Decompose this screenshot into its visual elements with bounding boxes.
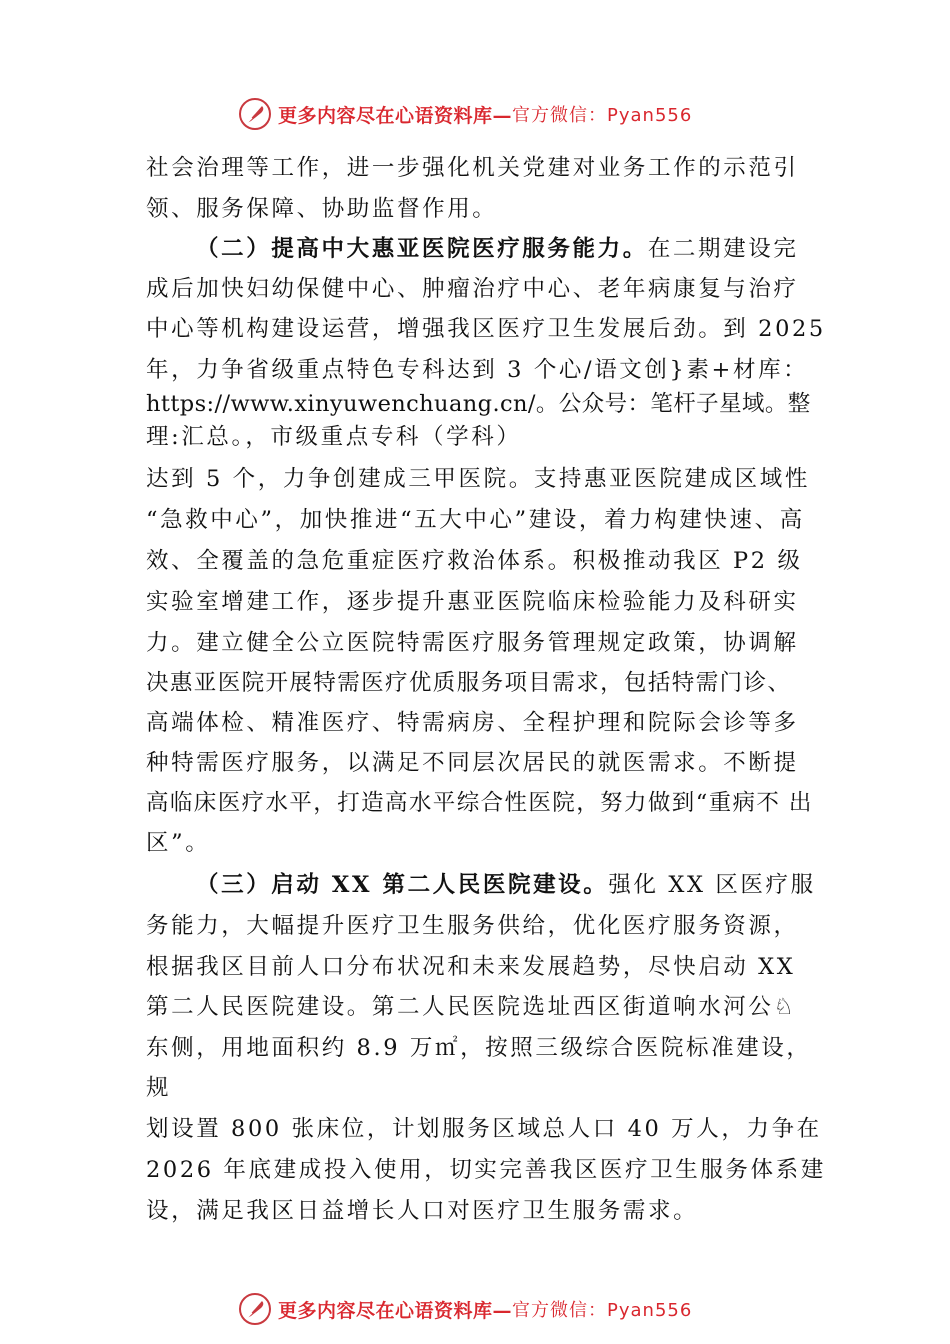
body-line: 划设置 800 张床位，计划服务区域总人口 40 万人，力争在	[146, 1116, 822, 1142]
body-line: 实验室增建工作，逐步提升惠亚医院临床检验能力及科研实	[146, 589, 799, 615]
body-line: https://www.xinyuwenchuang.cn/。公众号：笔杆子星域。整	[146, 391, 811, 417]
body-text: 强化 XX 区医疗服	[608, 872, 816, 898]
body-line: 社会治理等工作，进一步强化机关党建对业务工作的示范引	[146, 155, 799, 181]
section-heading: （二）提高中大惠亚医院医疗服务能力。	[196, 236, 648, 262]
body-line: 东侧，用地面积约 8.9 万㎡，按照三级综合医院标准建设，	[146, 1035, 812, 1061]
body-line: 根据我区目前人口分布状况和未来发展趋势，尽快启动 XX	[146, 954, 796, 980]
body-line: 区”。	[146, 830, 211, 856]
section-line	[196, 868, 816, 902]
quill-logo-icon	[238, 1292, 272, 1326]
body-line: 设，满足我区日益增长人口对医疗卫生服务需求。	[146, 1198, 699, 1224]
banner-main-text: 更多内容尽在心语资料库—	[278, 1299, 513, 1322]
banner-wechat-text: 官方微信：Pyan556	[512, 1300, 693, 1321]
body-line: 第二人民医院建设。第二人民医院选址西区街道响水河公♘	[146, 994, 797, 1020]
body-line: 领、服务保障、协助监督作用。	[146, 196, 498, 222]
section-heading: （三）启动 XX 第二人民医院建设。	[196, 872, 609, 898]
body-line: 成后加快妇幼保健中心、肿瘤治疗中心、老年病康复与治疗	[146, 276, 799, 302]
body-line: 理:汇总。，市级重点专科（学科）	[146, 424, 522, 450]
body-line: 规	[146, 1075, 172, 1101]
body-line: 高临床医疗水平，打造高水平综合性医院，努力做到“重病不 出	[146, 790, 813, 816]
body-line: 决惠亚医院开展特需医疗优质服务项目需求，包括特需门诊、	[146, 670, 792, 696]
body-line: “急救中心”，加快推进“五大中心”建设，着力构建快速、高	[146, 507, 805, 533]
banner-main-text: 更多内容尽在心语资料库—	[278, 104, 513, 127]
header-banner	[238, 96, 758, 132]
section-line	[196, 232, 798, 266]
body-line: 力。建立健全公立医院特需医疗服务管理规定政策，协调解	[146, 630, 799, 656]
body-line: 种特需医疗服务，以满足不同层次居民的就医需求。不断提	[146, 750, 799, 776]
banner-wechat-text: 官方微信：Pyan556	[512, 105, 693, 126]
body-line: 高端体检、精准医疗、特需病房、全程护理和院际会诊等多	[146, 710, 799, 736]
body-line: 2026 年底建成投入使用，切实完善我区医疗卫生服务体系建	[146, 1157, 826, 1183]
body-line: 年，力争省级重点特色专科达到 3 个心/语文创}素+材库：	[146, 357, 809, 383]
quill-logo-icon	[238, 97, 272, 131]
body-line: 效、全覆盖的急危重症医疗救治体系。积极推动我区 P2 级	[146, 548, 803, 574]
body-line: 务能力，大幅提升医疗卫生服务供给，优化医疗服务资源，	[146, 913, 799, 939]
body-text: 在二期建设完	[647, 236, 799, 262]
footer-banner	[238, 1291, 758, 1327]
body-line: 中心等机构建设运营，增强我区医疗卫生发展后劲。到 2025	[146, 316, 826, 342]
body-line: 达到 5 个，力争创建成三甲医院。支持惠亚医院建成区域性	[146, 466, 810, 492]
